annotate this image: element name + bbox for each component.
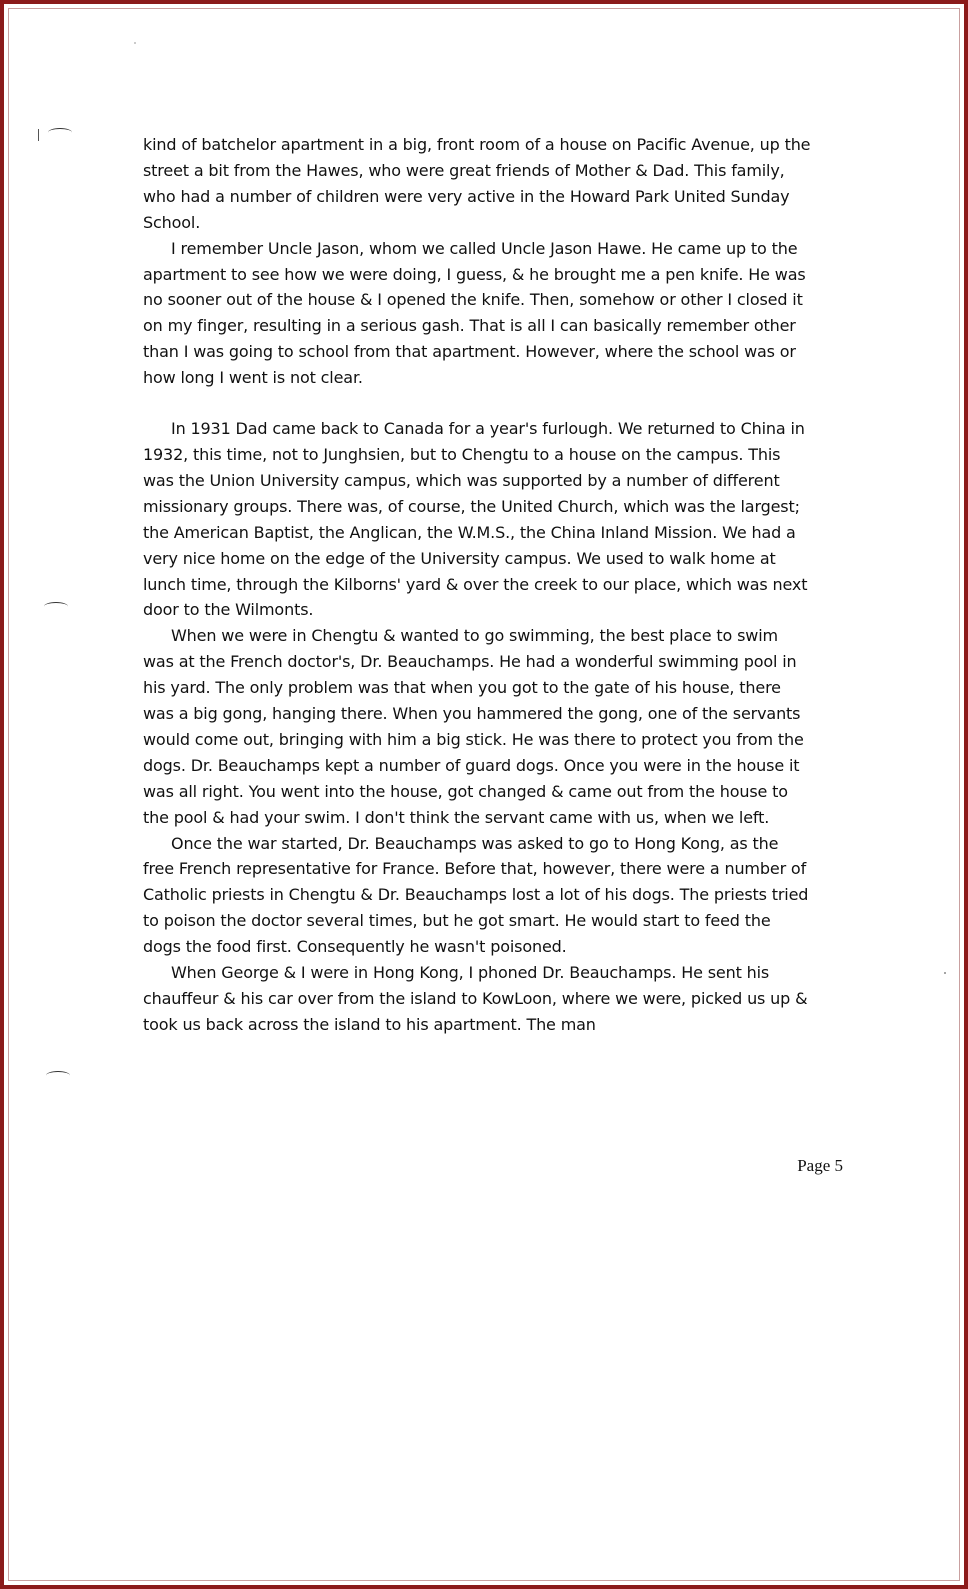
paragraph-war-started: Once the war started, Dr. Beauchamps was asked to go to Hong Kong, as the free French representative for France. Before that, however, there were a number of Catholic priests in Chengtu & Dr. Beauchamps lost a lot of his dogs. The priests tried to poison the doctor several times, but he got smart. He would start to feed the dogs the food first. Consequently he wasn't poisoned. bbox=[143, 833, 809, 957]
punch-hole-mark-top bbox=[48, 128, 72, 137]
scan-tick-mark bbox=[38, 129, 41, 141]
document-body bbox=[143, 132, 813, 1038]
scan-speck bbox=[134, 42, 136, 44]
paragraph-1931-furlough: In 1931 Dad came back to Canada for a year's furlough. We returned to China in 1932, this time, not to Junghsien, but to Chengtu to a house on the campus. This was the Union University campus, which was supported by a number of different missionary groups. There was, of course, the United Church, which was the largest; the American Baptist, the Anglican, the W.M.S., the China Inland Mission. We had a very nice home on the edge of the University campus. We used to walk home at lunch time, through the Kilborns' yard & over the creek to our place, which was next door to the Wilmonts. bbox=[143, 419, 808, 620]
punch-hole-mark-bottom bbox=[46, 1071, 70, 1080]
page-number: Page 5 bbox=[797, 1156, 843, 1175]
paragraph-hong-kong: When George & I were in Hong Kong, I phoned Dr. Beauchamps. He sent his chauffeur & his car over from the island to KowLoon, where we were, picked us up & took us back across the island to his apartment. The man bbox=[143, 963, 808, 1034]
scan-speck bbox=[944, 972, 946, 974]
paragraph-continuation: kind of batchelor apartment in a big, front room of a house on Pacific Avenue, up the street a bit from the Hawes, who were great friends of Mother & Dad. This family, who had a number of children were very active in the Howard Park United Sunday School. bbox=[143, 135, 811, 232]
paragraph-swimming: When we were in Chengtu & wanted to go swimming, the best place to swim was at the French doctor's, Dr. Beauchamps. He had a wonderful swimming pool in his yard. The only problem was that when you got to the gate of his house, there was a big gong, hanging there. When you hammered the gong, one of the servants would come out, bringing with him a big stick. He was there to protect you from the dogs. Dr. Beauchamps kept a number of guard dogs. Once you were in the house it was all right. You went into the house, got changed & came out from the house to the pool & had your swim. I don't think the servant came with us, when we left. bbox=[143, 626, 804, 827]
punch-hole-mark-middle bbox=[44, 602, 68, 611]
paragraph-uncle-jason: I remember Uncle Jason, whom we called Uncle Jason Hawe. He came up to the apartment to see how we were doing, I guess, & he brought me a pen knife. He was no sooner out of the house & I opened the knife. Then, somehow or other I closed it on my finger, resulting in a serious gash. That is all I can basically remember other than I was going to school from that apartment. However, where the school was or how long I went is not clear. bbox=[143, 238, 806, 388]
